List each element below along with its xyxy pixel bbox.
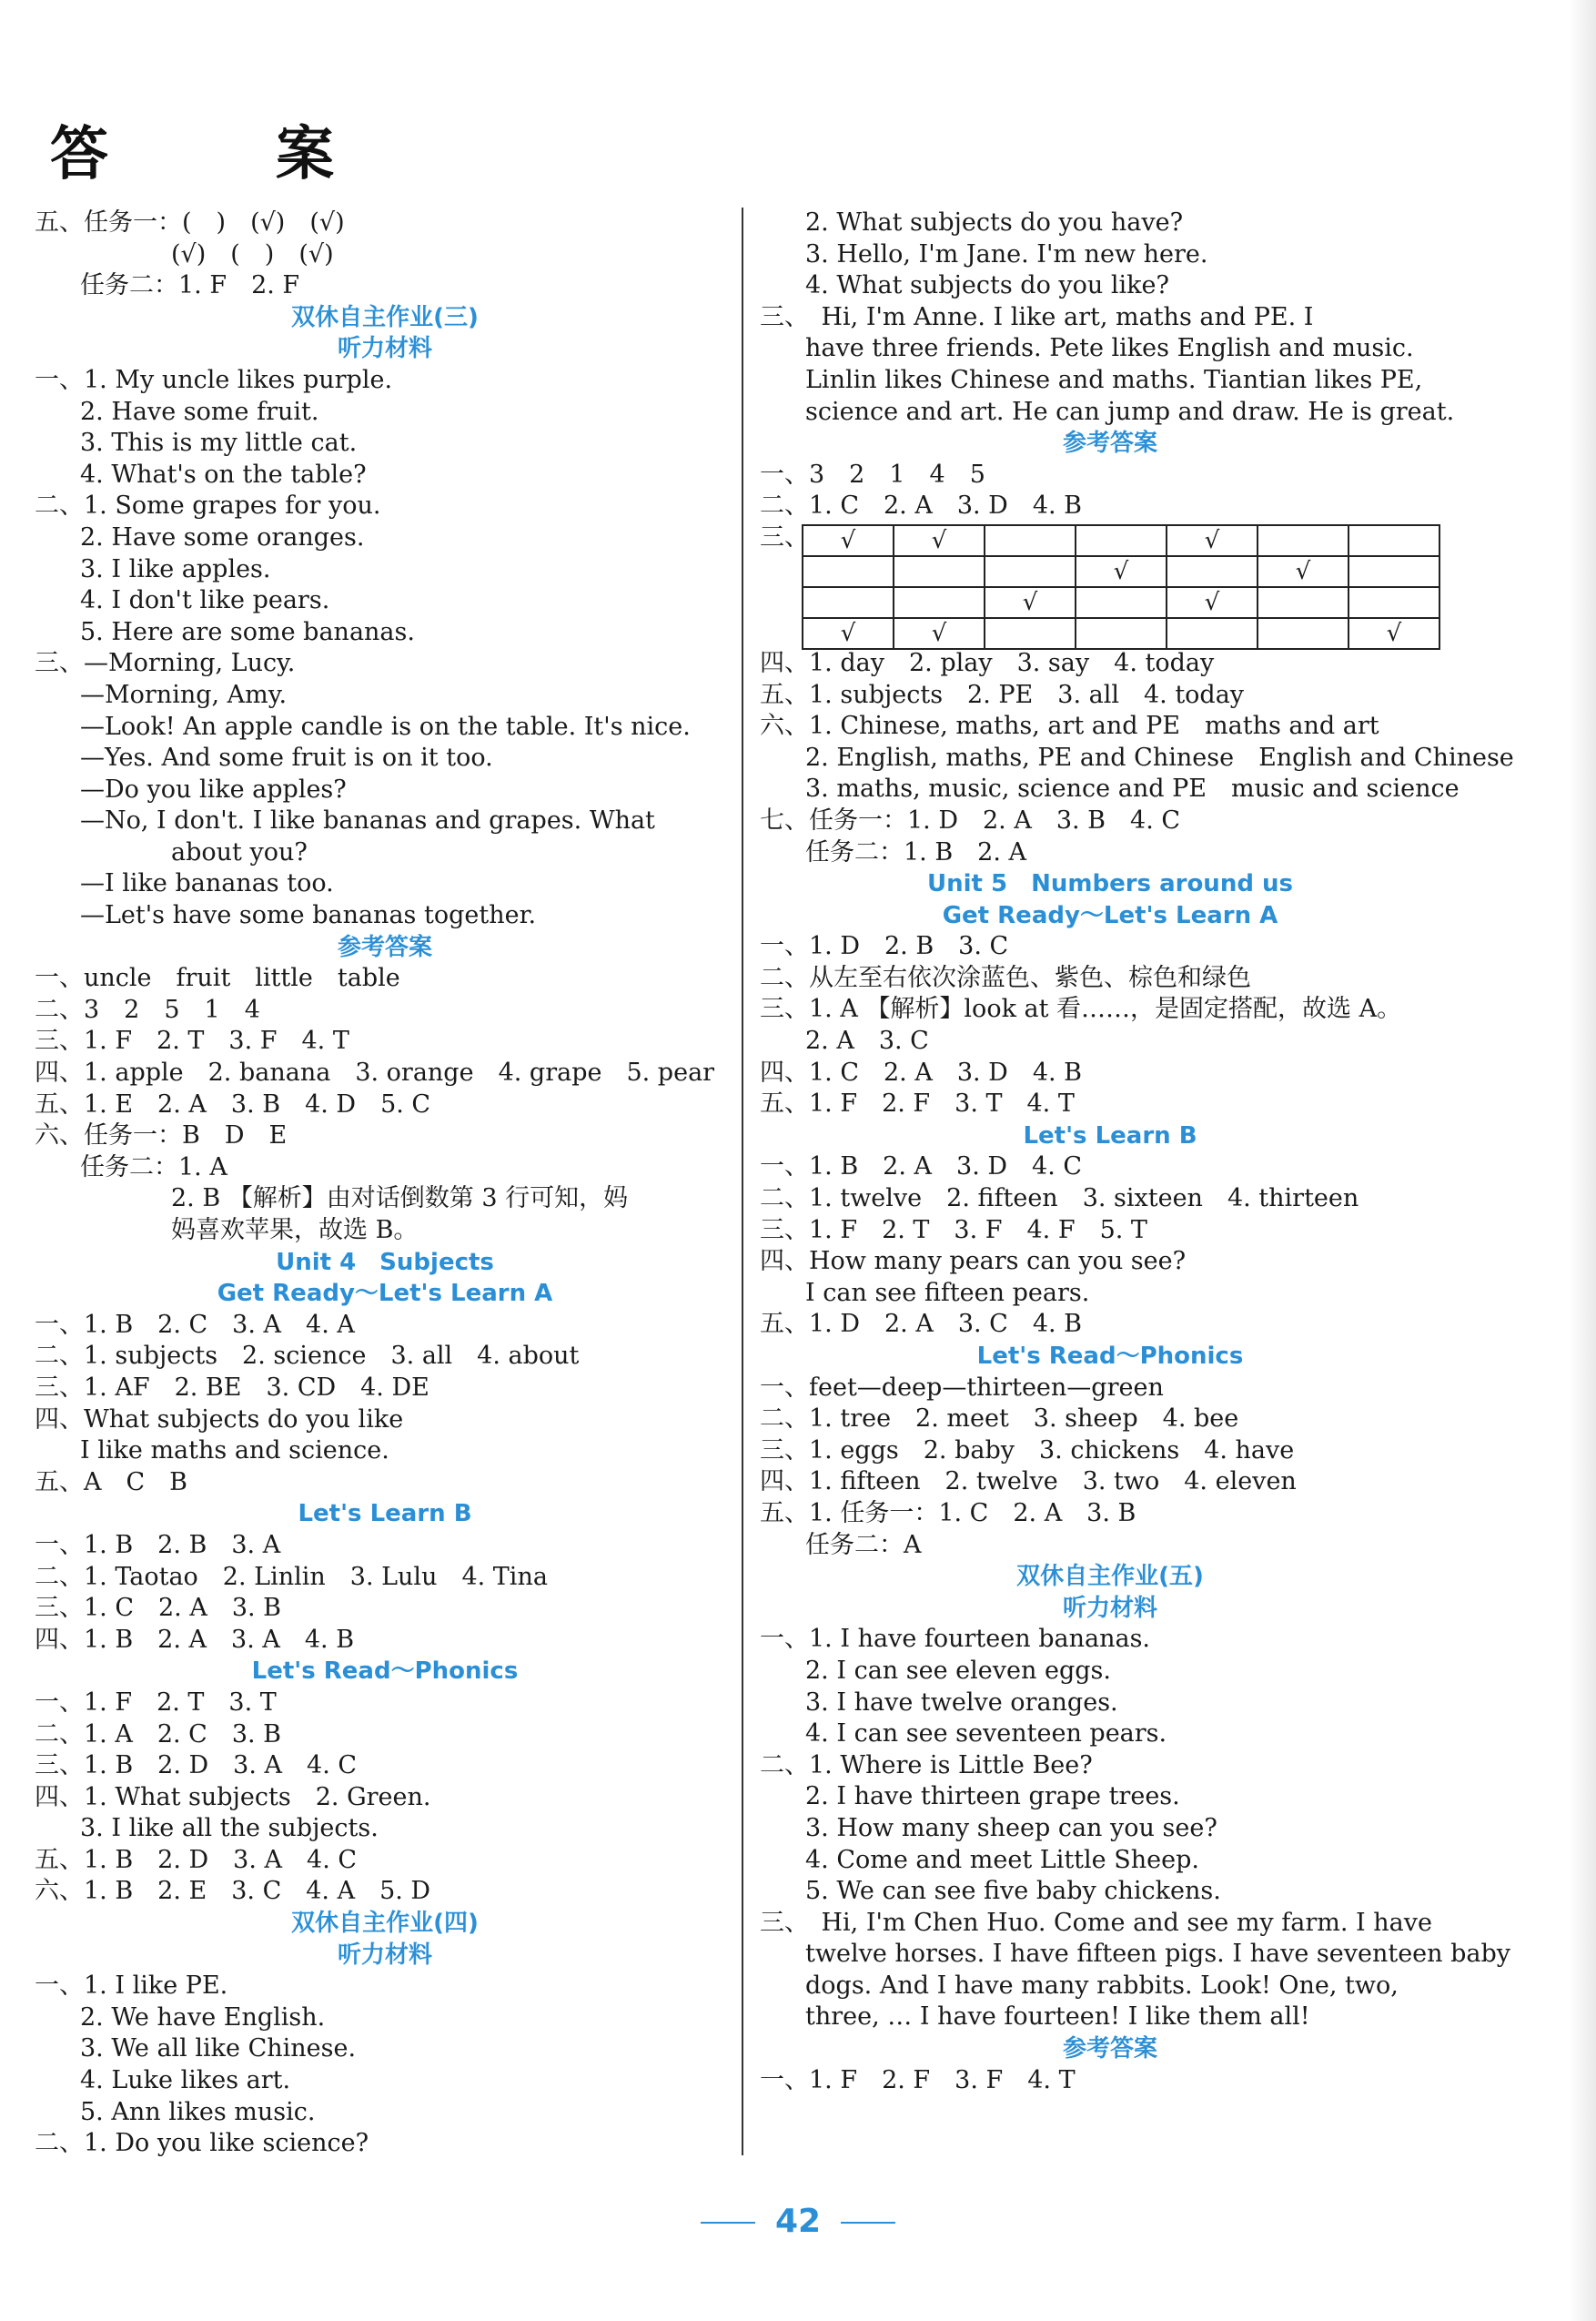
answer-line: three, … I have fourteen! I like them all! [805,2002,1310,2032]
answer-line: 七、任务一：1. D 2. A 3. B 4. C [760,806,1181,835]
answer-line: 四、1. apple 2. banana 3. orange 4. grape 5. pear [35,1059,715,1088]
answer-line: 任务二：1. B 2. A [805,837,1027,867]
answer-line: 3. How many sheep can you see? [805,1813,1217,1842]
answer-line: 二、1. Some grapes for you. [35,492,381,521]
answer-line: 三、 Hi, I'm Anne. I like art, maths and PE. I [760,302,1314,331]
answer-line: 四、1. fifteen 2. twelve 3. two 4. eleven [760,1467,1297,1496]
section-heading: Let's Read～Phonics [976,1343,1244,1370]
section-heading: Let's Read～Phonics [251,1657,519,1686]
answer-line: 2. What subjects do you have? [805,208,1184,237]
footer-dash-right [841,2222,895,2224]
answer-line: 二、从左至右依次涂蓝色、紫色、棕色和绿色 [760,963,1251,992]
answer-line: 四、What subjects do you like [35,1404,404,1434]
answer-line: 五、1. B 2. D 3. A 4. C [35,1845,358,1874]
answer-line: about you? [171,837,308,867]
answer-line: 五、任务一：( ) (√) (√) [35,208,345,237]
grid-cell: √ [894,525,985,556]
answer-line: 三、1. F 2. T 3. F 4. T [35,1027,349,1056]
page-edge-shadow [1569,0,1596,2321]
answer-line: 4. What subjects do you like? [805,271,1169,300]
answer-line: 二、1. C 2. A 3. D 4. B [760,492,1083,521]
answer-line: 一、1. I have fourteen bananas. [760,1625,1151,1654]
answer-line: 六、任务一：B D E [35,1121,288,1150]
answer-line: 3. Hello, I'm Jane. I'm new here. [805,239,1208,269]
right-column [760,208,1514,2096]
section-heading: Unit 4 Subjects [276,1248,494,1276]
answer-line: 四、1. B 2. A 3. A 4. B [35,1625,355,1654]
grid-cell: √ [1167,587,1258,618]
answer-line: 六、1. Chinese, maths, art and PE maths and art [760,712,1379,741]
answer-line: have three friends. Pete likes English and music. [805,334,1414,363]
answer-line: science and art. He can jump and draw. He is great. [805,397,1455,426]
answer-line: 三、—Morning, Lucy. [35,649,296,678]
answer-line: 4. Luke likes art. [80,2066,291,2095]
grid-cell [803,587,894,618]
answer-line: 5. Here are some bananas. [80,617,415,646]
answer-line: 一、1. I like PE. [35,1971,228,2001]
answer-line: 任务二：A [805,1530,922,1559]
right-top-block [760,208,1460,522]
grid-cell: √ [894,618,985,649]
grid-cell [894,556,985,587]
section-heading: 参考答案 [1062,430,1157,458]
answer-line: —Do you like apples? [80,775,347,804]
answer-line: 一、1. F 2. F 3. F 4. T [760,2065,1076,2094]
grid-row [803,556,1439,587]
answer-line: 5. Ann likes music. [80,2097,316,2126]
answer-line: 四、1. day 2. play 3. say 4. today [760,648,1215,677]
answer-line: 3. maths, music, science and PE music and science [805,775,1460,804]
answer-line: 四、1. C 2. A 3. D 4. B [760,1058,1083,1087]
answer-line: 3. I like all the subjects. [80,1814,379,1843]
answer-line: 二、3 2 5 1 4 [35,995,260,1024]
answer-line: 四、How many pears can you see? [760,1247,1187,1276]
answer-line: 五、1. E 2. A 3. B 4. D 5. C [35,1090,431,1119]
grid-cell [1076,618,1167,649]
answer-line: 二、1. tree 2. meet 3. sheep 4. bee [760,1404,1239,1434]
left-column [35,208,735,2160]
grid-cell: √ [803,618,894,649]
answer-line: 三、1. eggs 2. baby 3. chickens 4. have [760,1435,1295,1465]
grid-cell [985,525,1076,556]
answer-line: 2. We have English. [80,2002,326,2032]
grid-cell [1258,525,1349,556]
answer-line: 一、1. F 2. T 3. T [35,1688,277,1717]
grid-cell: √ [1258,556,1349,587]
answer-line: 一、1. B 2. B 3. A [35,1530,281,1559]
section-heading: 参考答案 [1062,2035,1157,2063]
answer-line: 二、1. Taotao 2. Linlin 3. Lulu 4. Tina [35,1562,548,1591]
section-heading: 双休自主作业(三) [291,303,479,331]
grid-cell: √ [803,525,894,556]
answer-line: 五、1. D 2. A 3. C 4. B [760,1310,1083,1339]
column-divider [742,208,743,2155]
grid-cell: √ [1349,618,1439,649]
answer-line: 四、1. What subjects 2. Green. [35,1782,431,1811]
answer-line: 任务二：1. F 2. F [80,271,300,300]
grid-cell [1349,525,1439,556]
answer-line: 2. A 3. C [805,1027,929,1056]
footer-dash-left [701,2222,755,2224]
answer-line: 4. What's on the table? [80,460,367,489]
answer-line: 三、 Hi, I'm Chen Huo. Come and see my farm. I have [760,1908,1432,1937]
answer-line: 4. Come and meet Little Sheep. [805,1845,1199,1874]
answer-line: 三、1. C 2. A 3. B [35,1594,282,1623]
answer-grid-block [760,522,1460,648]
answer-line: —Yes. And some fruit is on it too. [80,744,493,773]
grid-cell [1258,618,1349,649]
page-footer [0,2203,1596,2240]
answer-line: 4. I can see seventeen pears. [805,1719,1167,1748]
grid-cell [1167,618,1258,649]
answer-line: Linlin likes Chinese and maths. Tiantian likes PE, [805,365,1423,394]
answer-line: 3. I have twelve oranges. [805,1688,1118,1717]
grid-label: 三、 [760,522,809,552]
answer-line: 一、1. B 2. A 3. D 4. C [760,1152,1083,1181]
answer-line: 一、1. D 2. B 3. C [760,932,1009,961]
answer-line: 5. We can see five baby chickens. [805,1877,1221,1906]
answer-line: 五、1. subjects 2. PE 3. all 4. today [760,680,1245,709]
answer-line: —Let's have some bananas together. [80,901,537,930]
answer-line: 三、1. F 2. T 3. F 4. F 5. T [760,1215,1147,1244]
answer-line: 二、1. Where is Little Bee? [760,1750,1093,1779]
section-heading: 双休自主作业(四) [291,1910,479,1938]
grid-row [803,525,1439,556]
grid-cell [985,618,1076,649]
answer-line: 三、1. A 【解析】look at 看……，是固定搭配，故选 A。 [760,995,1402,1024]
section-heading: Get Ready～Let's Learn A [942,901,1278,929]
grid-cell [1349,556,1439,587]
grid-cell [1076,525,1167,556]
answer-line: 一、3 2 1 4 5 [760,460,985,489]
grid-row [803,587,1439,618]
right-bottom-block [760,648,1514,2096]
answer-check-table [802,524,1440,650]
page-title: 答 案 [50,121,389,188]
answer-line: 一、1. My uncle likes purple. [35,365,393,394]
grid-cell: √ [1167,525,1258,556]
answer-line: 五、1. 任务一：1. C 2. A 3. B [760,1498,1136,1527]
section-heading: 听力材料 [337,1941,432,1969]
section-heading: 双休自主作业(五) [1016,1563,1204,1591]
section-heading: 听力材料 [337,335,432,363]
page-number: 42 [774,2203,822,2240]
answer-line: 五、1. F 2. F 3. T 4. T [760,1090,1075,1119]
answer-line: 二、1. Do you like science? [35,2129,369,2158]
section-heading: 听力材料 [1062,1594,1157,1622]
grid-cell [894,587,985,618]
answer-line: I like maths and science. [80,1436,389,1465]
section-heading: 参考答案 [337,933,432,961]
answer-line: 2. Have some fruit. [80,397,319,426]
answer-line: 二、1. A 2. C 3. B [35,1719,282,1748]
answer-line: —I like bananas too. [80,869,334,898]
answer-line: 三、1. AF 2. BE 3. CD 4. DE [35,1373,429,1402]
answer-line: 三、1. B 2. D 3. A 4. C [35,1751,358,1780]
section-heading: Get Ready～Let's Learn A [217,1280,553,1308]
grid-cell [985,556,1076,587]
answer-line: 妈喜欢苹果，故选 B。 [171,1216,419,1244]
answer-line: 六、1. B 2. E 3. C 4. A 5. D [35,1877,431,1906]
section-heading: Unit 5 Numbers around us [927,870,1293,898]
answer-line: 3. I like apples. [80,554,271,583]
answer-line: 4. I don't like pears. [80,586,330,615]
answer-line: 一、feet—deep—thirteen—green [760,1373,1164,1402]
answer-line: 2. I have thirteen grape trees. [805,1782,1180,1811]
answer-line: 五、A C B [35,1467,187,1496]
answer-line: (√) ( ) (√) [171,239,334,269]
answer-line: 2. B 【解析】由对话倒数第 3 行可知，妈 [171,1184,629,1213]
section-heading: Let's Learn B [1023,1121,1197,1150]
grid-row [803,618,1439,649]
grid-cell: √ [985,587,1076,618]
answer-line: 3. We all like Chinese. [80,2034,357,2063]
grid-cell [803,556,894,587]
grid-cell: √ [1076,556,1167,587]
answer-line: dogs. And I have many rabbits. Look! One, two, [805,1971,1399,2000]
answer-line: 一、1. B 2. C 3. A 4. A [35,1310,355,1339]
answer-line: 3. This is my little cat. [80,429,358,458]
answer-line: 一、uncle fruit little table [35,964,400,993]
grid-cell [1349,587,1439,618]
answer-line: —Look! An apple candle is on the table. It's nice. [80,712,691,741]
grid-cell [1167,556,1258,587]
answer-line: 二、1. twelve 2. fifteen 3. sixteen 4. thirteen [760,1184,1359,1213]
answer-line: 二、1. subjects 2. science 3. all 4. about [35,1342,580,1371]
grid-cell [1076,587,1167,618]
section-heading: Let's Learn B [298,1500,472,1528]
answer-line: 任务二：1. A [80,1152,227,1181]
answer-line: twelve horses. I have fifteen pigs. I have seventeen baby [805,1940,1511,1969]
answer-line: —No, I don't. I like bananas and grapes. What [80,806,655,836]
grid-cell [1258,587,1349,618]
answer-line: I can see fifteen pears. [805,1278,1090,1307]
answer-line: 2. Have some oranges. [80,522,365,552]
answer-line: 2. English, maths, PE and Chinese English and Chinese [805,743,1514,772]
answer-line: 2. I can see eleven eggs. [805,1656,1111,1685]
answer-line: —Morning, Amy. [80,680,288,709]
